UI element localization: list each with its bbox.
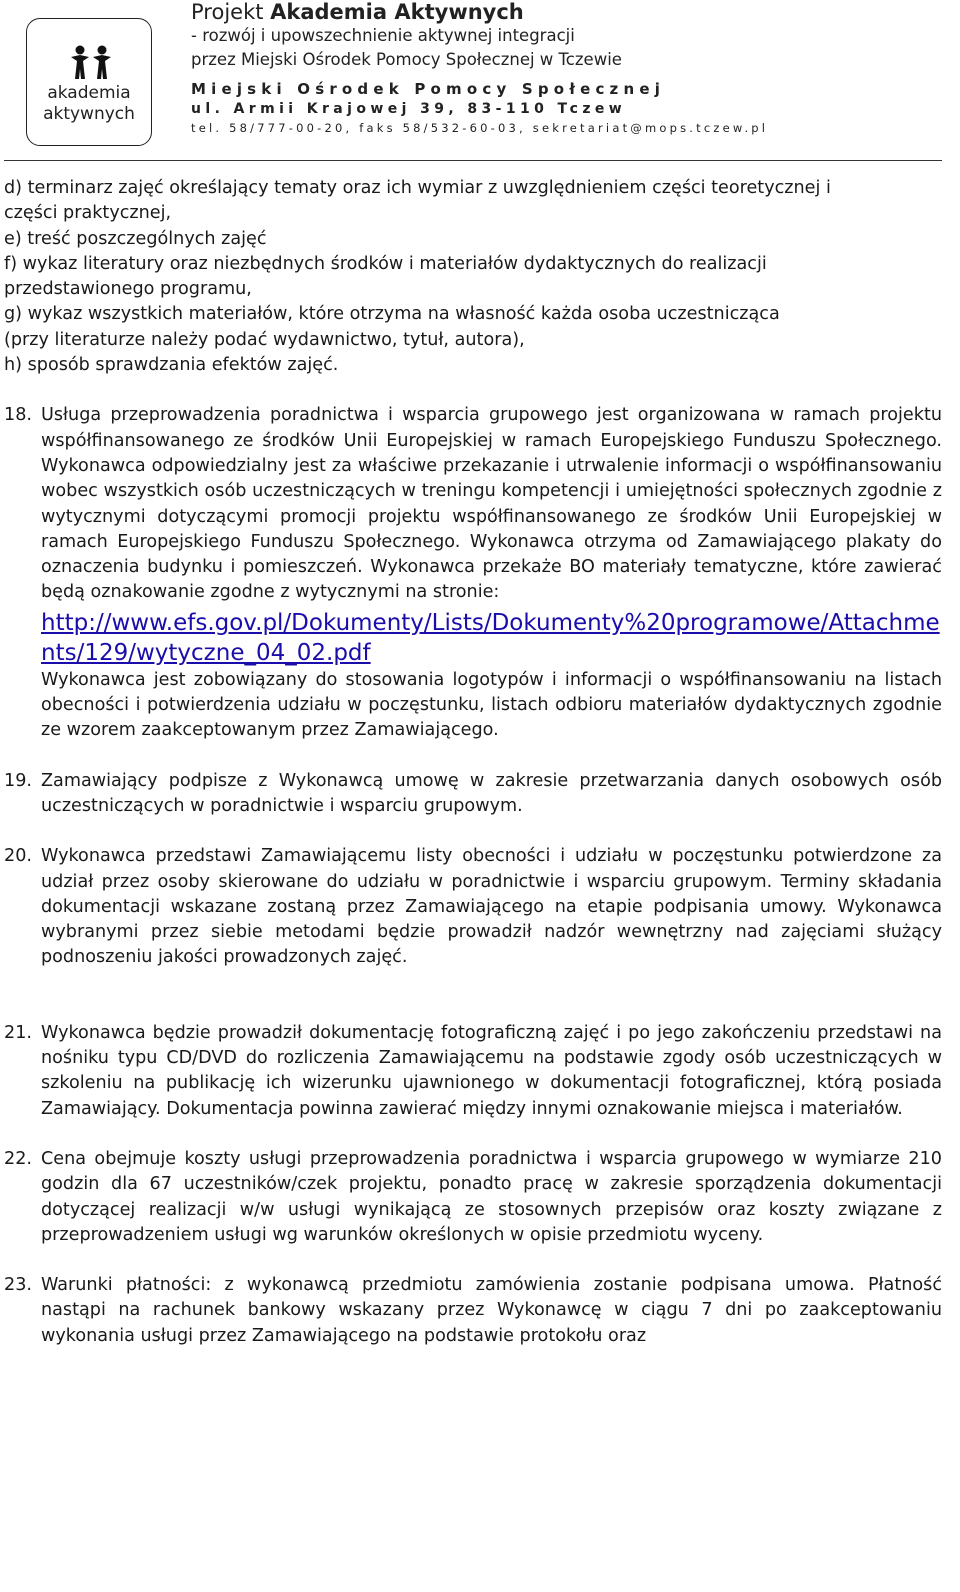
item-number: 21. bbox=[4, 1022, 32, 1043]
logo-text bbox=[27, 83, 151, 125]
item-text: Usługa przeprowadzenia poradnictwa i wsparcia grupowego jest organizowana w ramach projektu współfinansowanego ze środków Unii Europejskiej w ramach Europejskiego Funduszu Społecznego. Wykonawca odpowiedzialny jest za właściwe przekazanie i utrwalenie informacji o współfinansowaniu wobec wszystkich osób uczestniczących w treningu kompetencji i umiejętności społecznych zgodnie z wytycznymi dotyczącymi promocji projektu współfinansowanego ze środków Unii Europejskiej w ramach Europejskiego Funduszu Społecznego. Wykonawca otrzyma od Zamawiającego plakaty do oznaczenia budynku i pomieszczeń. Wykonawca przekaże BO materiały tematyczne, które zawierać będą oznakowanie zgodne z wytycznymi na stronie: bbox=[41, 405, 942, 603]
item-19 bbox=[4, 769, 942, 820]
list-line: d) terminarz zajęć określający tematy oraz ich wymiar z uwzględnieniem części teoretycznej i bbox=[4, 178, 831, 198]
item-21 bbox=[4, 1021, 942, 1122]
item-number: 18. bbox=[4, 405, 32, 426]
header-text bbox=[191, 0, 768, 137]
item-number: 23. bbox=[4, 1275, 32, 1296]
organization-name: Miejski Ośrodek Pomocy Społecznej bbox=[191, 80, 666, 98]
item-text: Cena obejmuje koszty usługi przeprowadzenia poradnictwa i wsparcia grupowego w wymiarze 210 godzin dla 67 uczestników/czek projektu, ponadto pracę w zakresie sporządzenia dokumentacji dotyczącej realizacji w/w usługi wynikającą ze stosownych przepisów oraz koszty związane z przeprowadzeniem usługi wg warunków określonych w opisie przedmiotu wyceny. bbox=[41, 1148, 942, 1245]
organization-address: ul. Armii Krajowej 39, 83-110 Tczew bbox=[191, 101, 627, 117]
list-line: (przy literaturze należy podać wydawnictwo, tytuł, autora), bbox=[4, 329, 525, 350]
item-text: Wykonawca będzie prowadził dokumentację fotograficzną zajęć i po jego zakończeniu przedstawi na nośniku typu CD/DVD do rozliczenia Zamawiającemu na podstawie zgody osób uczestniczących w szkoleniu na publikację ich wizerunku ujawnionego w dokumentacji fotograficznej, którą posiada Zamawiający. Dokumentacja powinna zawierać między innymi oznakowanie miejsca i materiałów. bbox=[41, 1022, 942, 1119]
logo bbox=[26, 18, 152, 146]
list-line: części praktycznej, bbox=[4, 203, 172, 224]
list-line: e) treść poszczególnych zajęć bbox=[4, 228, 267, 249]
project-title bbox=[191, 0, 768, 24]
letterhead bbox=[0, 0, 960, 168]
item-23 bbox=[4, 1273, 942, 1349]
item-number: 19. bbox=[4, 770, 32, 791]
list-line: h) sposób sprawdzania efektów zajęć. bbox=[4, 355, 339, 376]
item-number: 20. bbox=[4, 846, 32, 867]
organization-contact: tel. 58/777-00-20, faks 58/532-60-03, sekretariat@mops.tczew.pl bbox=[191, 121, 769, 135]
item-22 bbox=[4, 1147, 942, 1248]
item-number: 22. bbox=[4, 1148, 32, 1169]
project-prefix: Projekt bbox=[191, 0, 271, 24]
item-20 bbox=[4, 844, 942, 970]
people-logo-icon bbox=[69, 45, 113, 81]
project-subtitle-2: przez Miejski Ośrodek Pomocy Społecznej w Tczewie bbox=[191, 50, 622, 69]
project-subtitle-1: - rozwój i upowszechnienie aktywnej integracji bbox=[191, 26, 575, 45]
item-text: Warunki płatności: z wykonawcą przedmiotu zamówienia zostanie podpisana umowa. Płatność nastąpi na rachunek bankowy wskazany przez Wykonawcę w ciągu 7 dni po zaakceptowaniu wykonania usługi przez Zamawiającego na podstawie protokołu oraz bbox=[41, 1275, 942, 1346]
item-18 bbox=[4, 403, 942, 743]
header-divider bbox=[4, 160, 942, 161]
list-line: g) wykaz wszystkich materiałów, które otrzyma na własność każda osoba uczestnicząca bbox=[4, 304, 780, 325]
requirements-list bbox=[4, 176, 942, 378]
list-line: przedstawionego programu, bbox=[4, 279, 252, 300]
logo-line-1: akademia bbox=[47, 83, 131, 103]
document-body bbox=[4, 176, 942, 1349]
logo-line-2: aktywnych bbox=[43, 104, 135, 124]
project-name: Akademia Aktywnych bbox=[270, 0, 524, 24]
list-line: f) wykaz literatury oraz niezbędnych środków i materiałów dydaktycznych do realizacji bbox=[4, 253, 767, 274]
item-text-2: Wykonawca jest zobowiązany do stosowania logotypów i informacji o współfinansowaniu na listach obecności i potwierdzenia udziału w poczęstunku, listach odbioru materiałów dydaktycznych zgodnie ze wzorem zaakceptowanym przez Zamawiającego. bbox=[41, 669, 942, 741]
guidelines-link[interactable]: http://www.efs.gov.pl/Dokumenty/Lists/Dokumenty%20programowe/Attachments/129/wytyczne_04_02.pdf bbox=[41, 609, 940, 666]
item-text: Zamawiający podpisze z Wykonawcą umowę w zakresie przetwarzania danych osobowych osób uczestniczących w poradnictwie i wsparciu grupowym. bbox=[41, 770, 942, 816]
item-text: Wykonawca przedstawi Zamawiającemu listy obecności i udziału w poczęstunku potwierdzone za udział przez osoby skierowane do udziału w poradnictwie i wsparciu grupowym. Terminy składania dokumentacji wskazane zostaną przez Zamawiającego na etapie podpisania umowy. Wykonawca wybranymi przez siebie metodami będzie prowadził nadzór wewnętrzny nad zajęciami służący podnoszeniu jakości prowadzonych zajęć. bbox=[41, 846, 942, 968]
